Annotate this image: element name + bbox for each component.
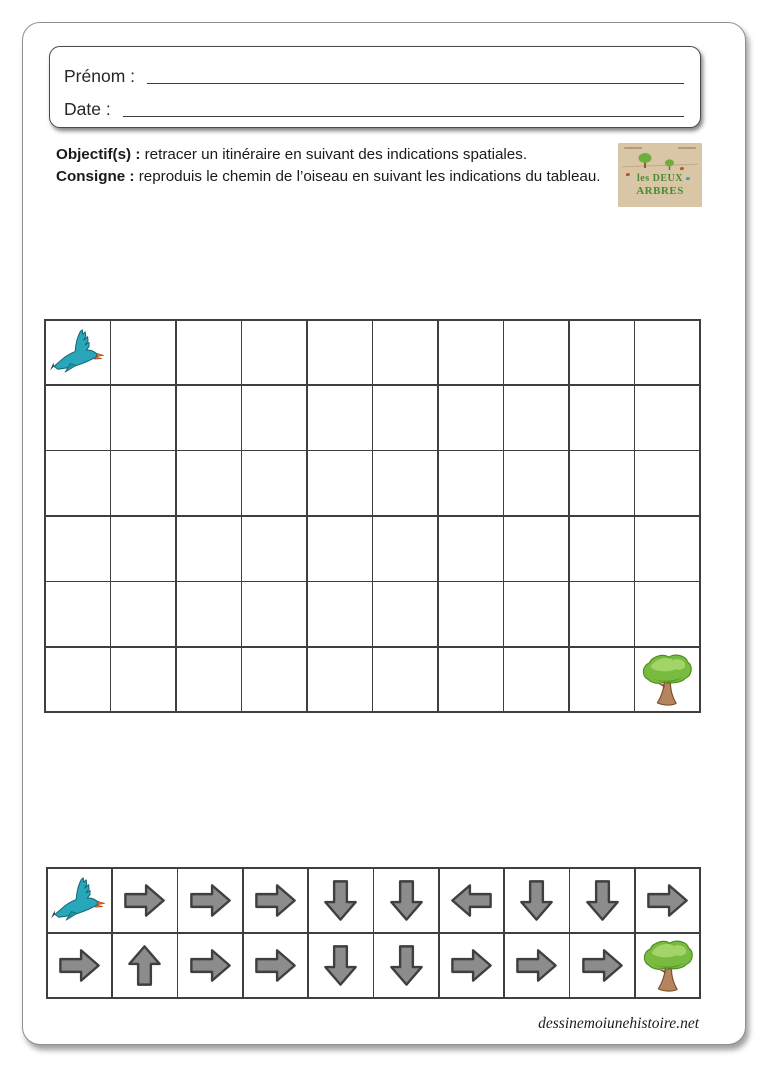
grid-cell [504,321,568,385]
grid-cell [504,648,568,712]
prenom-field [64,56,684,89]
arrow-right-icon [119,875,170,926]
book-cover-author-marks [624,147,696,149]
arrow-right-icon [446,940,497,991]
bird-cell [46,321,110,385]
consigne-text: reproduis le chemin de l’oiseau en suivant les indications du tableau. [138,167,601,185]
grid-cell [570,386,634,450]
mini-tree-icon [634,151,656,171]
grid-cell [111,386,175,450]
grid-cell [439,582,503,646]
arrow-down-icon [511,875,562,926]
grid-cell [308,321,372,385]
grid-cell [373,648,437,712]
right-cell [244,869,308,933]
tree-icon [639,937,697,994]
instruction-table [46,867,701,999]
grid-cell [111,451,175,515]
grid-cell [570,582,634,646]
right-cell [113,869,177,933]
grid-cell [570,321,634,385]
worksheet-page [22,22,746,1045]
name-date-box [49,46,701,128]
grid-cell [308,582,372,646]
right-cell [178,934,242,998]
right-cell [570,934,634,998]
arrow-right-icon [250,940,301,991]
grid-cell [635,451,699,515]
decorative-bird-speck [680,167,684,170]
right-cell [48,934,112,998]
book-cover-les-deux-arbres [618,143,702,207]
left-cell [440,869,504,933]
grid-cell [308,648,372,712]
date-field [64,89,684,122]
grid-cell [570,648,634,712]
arrow-right-icon [511,940,562,991]
grid-cell [373,321,437,385]
arrow-down-icon [577,875,628,926]
grid-cell [46,582,110,646]
grid-cell [177,451,241,515]
grid-cell [570,451,634,515]
grid-cell [177,321,241,385]
grid-cell [242,517,306,581]
right-cell [178,869,242,933]
grid-cell [439,451,503,515]
arrow-right-icon [577,940,628,991]
objectif-label: Objectif(s) : [56,146,141,163]
grid-cell [373,451,437,515]
right-cell [244,934,308,998]
date-label: Date : [64,99,111,119]
grid-cell [635,582,699,646]
arrow-down-icon [381,940,432,991]
up-cell [113,934,177,998]
bird-icon [50,876,108,924]
grid-cell [46,386,110,450]
grid-cell [439,517,503,581]
right-cell [636,869,700,933]
down-cell [374,934,438,998]
down-cell [570,869,634,933]
grid-cell [635,517,699,581]
right-cell [505,934,569,998]
down-cell [309,934,373,998]
grid-cell [111,582,175,646]
right-cell [440,934,504,998]
down-cell [374,869,438,933]
grid-cell [46,517,110,581]
grid-cell [111,321,175,385]
prenom-write-line [147,83,684,84]
consigne-label: Consigne : [56,167,135,185]
grid-cell [177,582,241,646]
grid-cell [308,451,372,515]
bird-cell [48,869,112,933]
arrow-up-icon [119,940,170,991]
grid-cell [570,517,634,581]
tree-cell [636,934,700,998]
arrow-right-icon [250,875,301,926]
grid-cell [242,321,306,385]
grid-cell [242,582,306,646]
mini-tree-icon [662,158,677,172]
grid-cell [46,451,110,515]
grid-cell [177,648,241,712]
grid-cell [308,386,372,450]
grid-cell [177,386,241,450]
path-grid [44,319,701,713]
objectif-text: retracer un itinéraire en suivant des indications spatiales. [144,146,528,163]
tree-cell [635,648,699,712]
grid-cell [111,517,175,581]
grid-cell [504,517,568,581]
arrow-down-icon [315,875,366,926]
bird-icon [49,328,107,376]
date-write-line [123,116,684,117]
grid-cell [504,386,568,450]
book-title: les DEUX ARBRES [636,173,684,197]
grid-cell [46,648,110,712]
grid-cell [504,582,568,646]
arrow-down-icon [381,875,432,926]
grid-cell [177,517,241,581]
arrow-right-icon [185,940,236,991]
down-cell [505,869,569,933]
grid-cell [111,648,175,712]
grid-cell [242,386,306,450]
grid-cell [242,648,306,712]
grid-cell [439,321,503,385]
arrow-right-icon [185,875,236,926]
instructions-block [56,144,618,187]
arrow-left-icon [446,875,497,926]
grid-cell [439,386,503,450]
website-credit: dessinemoiunehistoire.net [538,1015,699,1032]
arrow-right-icon [54,940,105,991]
prenom-label: Prénom : [64,66,135,86]
grid-cell [373,582,437,646]
arrow-right-icon [642,875,693,926]
grid-cell [635,386,699,450]
grid-cell [373,517,437,581]
grid-cell [242,451,306,515]
grid-cell [308,517,372,581]
tree-icon [638,651,696,708]
grid-cell [439,648,503,712]
grid-cell [635,321,699,385]
down-cell [309,869,373,933]
grid-cell [504,451,568,515]
arrow-down-icon [315,940,366,991]
grid-cell [373,386,437,450]
